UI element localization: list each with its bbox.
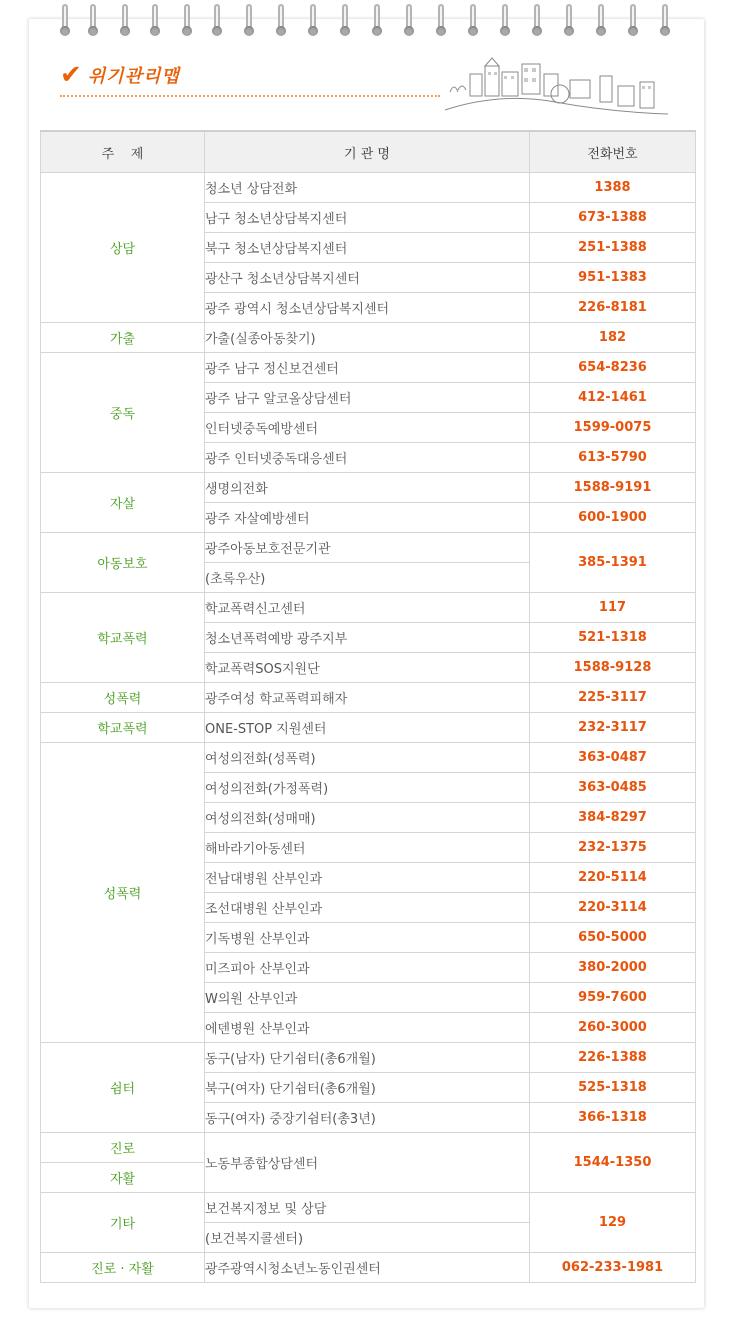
table-row (41, 1253, 696, 1283)
table-row (41, 533, 696, 563)
phone-cell[interactable]: 220-3114 (530, 893, 696, 923)
phone-cell[interactable]: 226-8181 (530, 293, 696, 323)
org-cell: 노동부종합상담센터 (205, 1133, 530, 1193)
binding-ring (88, 4, 98, 40)
phone-cell[interactable]: 1388 (530, 173, 696, 203)
binding-ring (468, 4, 478, 40)
binding-ring (532, 4, 542, 40)
binding-ring (340, 4, 350, 40)
phone-cell[interactable]: 385-1391 (530, 533, 696, 593)
org-cell: 해바라기아동센터 (205, 833, 530, 863)
org-cell: 학교폭력신고센터 (205, 593, 530, 623)
org-cell: 광주 자살예방센터 (205, 503, 530, 533)
table-row (41, 323, 696, 353)
category-cell: 성폭력 (41, 743, 205, 1043)
org-cell: 동구(여자) 중장기쉼터(총3년) (205, 1103, 530, 1133)
org-cell: 여성의전화(가정폭력) (205, 773, 530, 803)
phone-cell[interactable]: 251-1388 (530, 233, 696, 263)
phone-cell[interactable]: 260-3000 (530, 1013, 696, 1043)
phone-cell[interactable]: 525-1318 (530, 1073, 696, 1103)
binding-ring (120, 4, 130, 40)
phone-cell[interactable]: 1544-1350 (530, 1133, 696, 1193)
col-header-phone: 전화번호 (530, 131, 696, 173)
phone-cell[interactable]: 1588-9191 (530, 473, 696, 503)
phone-cell[interactable]: 384-8297 (530, 803, 696, 833)
org-cell: 보건복지정보 및 상담 (205, 1193, 530, 1223)
phone-cell[interactable]: 232-1375 (530, 833, 696, 863)
category-cell: 학교폭력 (41, 593, 205, 683)
phone-cell[interactable]: 220-5114 (530, 863, 696, 893)
category-cell: 쉼터 (41, 1043, 205, 1133)
phone-cell[interactable]: 1599-0075 (530, 413, 696, 443)
table-row (41, 1133, 696, 1163)
binding-ring (500, 4, 510, 40)
org-cell: 여성의전화(성폭력) (205, 743, 530, 773)
table-row (41, 473, 696, 503)
category-cell: 성폭력 (41, 683, 205, 713)
col-header-org: 기 관 명 (205, 131, 530, 173)
table-row (41, 743, 696, 773)
org-cell: 남구 청소년상담복지센터 (205, 203, 530, 233)
category-cell: 기타 (41, 1193, 205, 1253)
table-row (41, 713, 696, 743)
binding-ring (596, 4, 606, 40)
phone-cell[interactable]: 225-3117 (530, 683, 696, 713)
binding-ring (150, 4, 160, 40)
binding-ring (628, 4, 638, 40)
org-cell: 광주광역시청소년노동인권센터 (205, 1253, 530, 1283)
table-row (41, 683, 696, 713)
phone-cell[interactable]: 129 (530, 1193, 696, 1253)
phone-cell[interactable]: 613-5790 (530, 443, 696, 473)
org-cell: 여성의전화(성매매) (205, 803, 530, 833)
check-icon: ✔ (60, 60, 82, 90)
category-cell: 상담 (41, 173, 205, 323)
binding-ring (660, 4, 670, 40)
phone-cell[interactable]: 380-2000 (530, 953, 696, 983)
category-cell: 자살 (41, 473, 205, 533)
category-cell: 가출 (41, 323, 205, 353)
binding-ring (372, 4, 382, 40)
org-cell: 기독병원 산부인과 (205, 923, 530, 953)
org-cell: 광주 남구 알코올상담센터 (205, 383, 530, 413)
org-cell: 북구(여자) 단기쉼터(총6개월) (205, 1073, 530, 1103)
category-cell: 자활 (41, 1163, 205, 1193)
binding-ring (308, 4, 318, 40)
org-cell: 생명의전화 (205, 473, 530, 503)
col-header-topic: 주 제 (41, 131, 205, 173)
table-row (41, 173, 696, 203)
table-row (41, 1193, 696, 1223)
phone-cell[interactable]: 232-3117 (530, 713, 696, 743)
org-cell: 학교폭력SOS지원단 (205, 653, 530, 683)
org-cell: (초록우산) (205, 563, 530, 593)
phone-cell[interactable]: 182 (530, 323, 696, 353)
phone-cell[interactable]: 366-1318 (530, 1103, 696, 1133)
phone-cell[interactable]: 1588-9128 (530, 653, 696, 683)
category-cell: 진로 (41, 1133, 205, 1163)
org-cell: 광주 광역시 청소년상담복지센터 (205, 293, 530, 323)
table-row (41, 353, 696, 383)
phone-cell[interactable]: 650-5000 (530, 923, 696, 953)
phone-cell[interactable]: 654-8236 (530, 353, 696, 383)
category-cell: 아동보호 (41, 533, 205, 593)
org-cell: 광주 인터넷중독대응센터 (205, 443, 530, 473)
org-cell: 광주 남구 정신보건센터 (205, 353, 530, 383)
binding-ring (244, 4, 254, 40)
phone-cell[interactable]: 412-1461 (530, 383, 696, 413)
phone-cell[interactable]: 521-1318 (530, 623, 696, 653)
org-cell: 가출(실종아동찾기) (205, 323, 530, 353)
city-illustration-icon (440, 52, 670, 118)
org-cell: 에덴병원 산부인과 (205, 1013, 530, 1043)
category-cell: 학교폭력 (41, 713, 205, 743)
phone-cell[interactable]: 673-1388 (530, 203, 696, 233)
category-cell: 중독 (41, 353, 205, 473)
page-title-text: 위기관리맵 (87, 66, 180, 87)
binding-ring (276, 4, 286, 40)
table-row (41, 593, 696, 623)
title-underline (60, 95, 440, 97)
binding-ring (182, 4, 192, 40)
binding-ring (212, 4, 222, 40)
org-cell: 광주여성 학교폭력피해자 (205, 683, 530, 713)
org-cell: 광주아동보호전문기관 (205, 533, 530, 563)
org-cell: ONE-STOP 지원센터 (205, 713, 530, 743)
crisis-contacts-table (40, 130, 696, 1283)
org-cell: 조선대병원 산부인과 (205, 893, 530, 923)
binding-ring (564, 4, 574, 40)
spiral-binding (0, 0, 735, 44)
category-cell: 진로 · 자활 (41, 1253, 205, 1283)
org-cell: 광산구 청소년상담복지센터 (205, 263, 530, 293)
binding-ring (436, 4, 446, 40)
phone-cell[interactable]: 600-1900 (530, 503, 696, 533)
phone-cell[interactable]: 363-0485 (530, 773, 696, 803)
org-cell: 청소년폭력예방 광주지부 (205, 623, 530, 653)
org-cell: 청소년 상담전화 (205, 173, 530, 203)
org-cell: 동구(남자) 단기쉼터(총6개월) (205, 1043, 530, 1073)
phone-cell[interactable]: 959-7600 (530, 983, 696, 1013)
page-title (60, 60, 180, 90)
org-cell: W의원 산부인과 (205, 983, 530, 1013)
phone-cell[interactable]: 062-233-1981 (530, 1253, 696, 1283)
phone-cell[interactable]: 117 (530, 593, 696, 623)
binding-ring (404, 4, 414, 40)
org-cell: (보건복지콜센터) (205, 1223, 530, 1253)
org-cell: 인터넷중독예방센터 (205, 413, 530, 443)
phone-cell[interactable]: 951-1383 (530, 263, 696, 293)
org-cell: 북구 청소년상담복지센터 (205, 233, 530, 263)
table-row (41, 1043, 696, 1073)
org-cell: 미즈피아 산부인과 (205, 953, 530, 983)
phone-cell[interactable]: 226-1388 (530, 1043, 696, 1073)
table-header-row (41, 131, 696, 173)
org-cell: 전남대병원 산부인과 (205, 863, 530, 893)
phone-cell[interactable]: 363-0487 (530, 743, 696, 773)
binding-ring (60, 4, 70, 40)
